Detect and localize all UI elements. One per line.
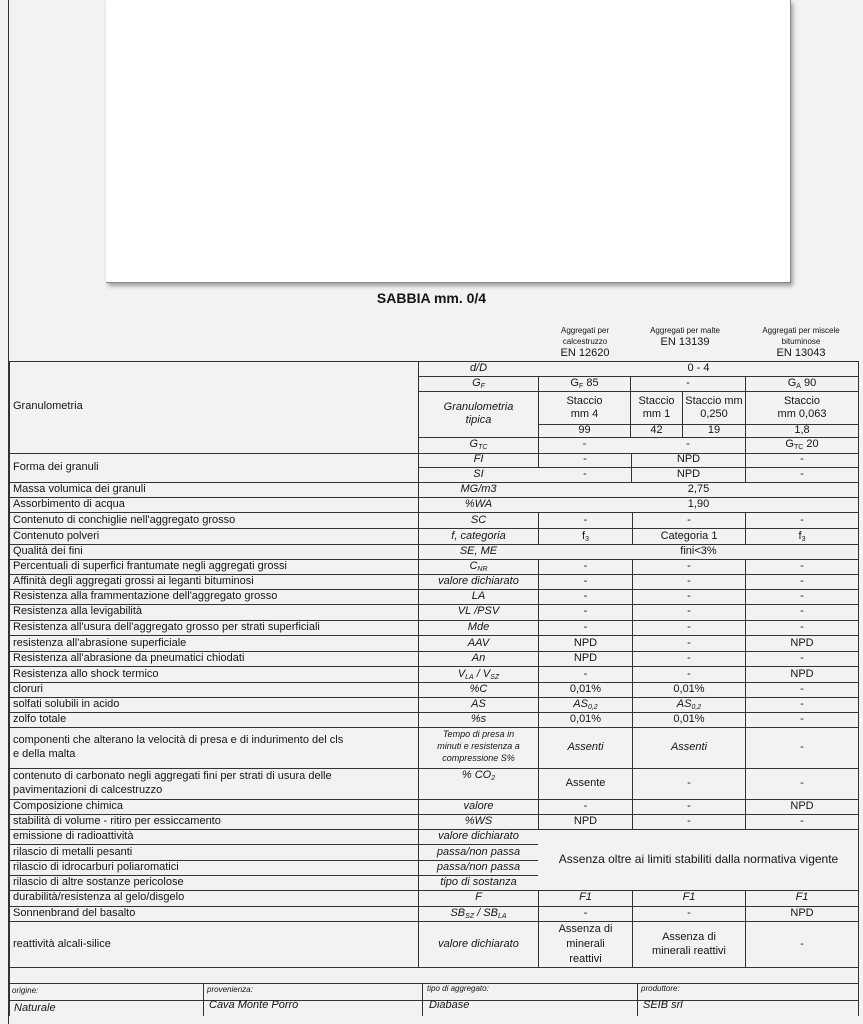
symbol-cell: %C xyxy=(469,683,488,695)
value-cell: - xyxy=(800,453,804,465)
footer-tipo-label: tipo di aggregato: xyxy=(427,984,489,993)
standard-code: EN 13043 xyxy=(776,347,826,359)
property-label: reattività alcali-silice xyxy=(13,938,111,950)
value-cell: - xyxy=(687,514,691,526)
value-cell: NPD xyxy=(790,668,814,680)
value-cell: $G_F$ 85 xyxy=(570,377,599,390)
standard-header-1 xyxy=(545,325,625,359)
property-label: rilascio di idrocarburi poliaromatici xyxy=(13,861,179,873)
property-label: Massa volumica dei granuli xyxy=(13,483,146,495)
value-cell: $f_3$ xyxy=(798,530,806,543)
value-cell: F1 xyxy=(795,891,809,903)
property-label: pavimentazioni di calcestruzzo xyxy=(13,784,163,796)
footer-produttore-label: produttore: xyxy=(641,984,680,993)
property-label: Percentuali di superfici frantumate negli aggregati grossi xyxy=(13,560,287,572)
property-label: rilascio di metalli pesanti xyxy=(13,846,133,858)
value-cell: NPD xyxy=(573,652,598,664)
sieve-label: mm 4 xyxy=(570,408,599,420)
symbol-cell: $C_{NR}$ xyxy=(469,560,488,573)
value-cell-merged: Assenza oltre ai limiti stabiliti dalla normativa vigente xyxy=(558,852,839,866)
symbol-cell: f, categoria xyxy=(451,530,506,542)
value-cell: Assenti xyxy=(670,741,708,753)
value-cell: - xyxy=(583,453,587,465)
symbol-cell: passa/non passa xyxy=(436,846,521,858)
sieve-label: Staccio mm xyxy=(685,395,743,407)
property-label: Assorbimento di acqua xyxy=(13,498,125,510)
footer-produttore-value: SEIB srl xyxy=(643,999,683,1011)
property-label: Resistenza alla frammentazione dell'aggregato grosso xyxy=(13,590,278,602)
property-label: Resistenza all'abrasione da pneumatici chiodati xyxy=(13,652,245,664)
value-cell: Assenza di xyxy=(662,931,716,943)
property-label: Qualità dei fini xyxy=(13,545,83,557)
symbol-cell: An xyxy=(471,652,486,664)
value-cell: - xyxy=(687,815,691,827)
covering-paper xyxy=(106,0,791,283)
value-cell: - xyxy=(800,575,804,587)
value-cell: - xyxy=(582,438,587,450)
symbol-cell: SC xyxy=(470,514,487,526)
property-label: Affinità degli aggregati grossi ai leganti bituminosi xyxy=(13,575,254,587)
value-cell: - xyxy=(800,815,804,827)
symbol-cell: tipica xyxy=(465,414,492,426)
symbol-cell: Tempo di presa in xyxy=(442,729,515,739)
value-cell: - xyxy=(687,637,691,649)
value-cell: F1 xyxy=(682,891,696,903)
symbol-cell: $G_F$ xyxy=(472,377,485,390)
property-label: Resistenza all'usura dell'aggregato grosso per strati superficiali xyxy=(13,621,320,633)
value-cell: - xyxy=(583,907,588,919)
value-cell: 0,01% xyxy=(673,713,705,725)
sieve-label: Staccio xyxy=(783,395,821,407)
value-cell: 0,01% xyxy=(569,713,602,725)
value-cell: - xyxy=(800,698,804,710)
table-rule xyxy=(9,666,859,667)
property-label: solfati solubili in acido xyxy=(13,698,120,710)
symbol-cell: $SB_{SZ} / SB_{LA}$ xyxy=(450,907,507,920)
value-cell-merged: fini<3% xyxy=(680,545,717,557)
value-cell: NPD xyxy=(790,800,814,812)
table-rule xyxy=(9,967,859,968)
table-rule xyxy=(9,528,859,529)
standard-desc: Aggregati per calcestruzzo xyxy=(560,326,610,346)
symbol-cell: $G_{TC}$ xyxy=(469,438,488,451)
value-cell: - xyxy=(686,377,690,389)
value-cell: - xyxy=(800,683,804,695)
symbol-cell: Granulometria xyxy=(443,401,514,413)
sieve-value: 42 xyxy=(650,424,663,436)
value-cell: - xyxy=(800,590,804,602)
value-cell: F1 xyxy=(579,891,592,903)
value-cell: - xyxy=(583,590,588,602)
value-cell: $G_{TC}$ 20 xyxy=(785,438,819,451)
granulometria-label: Granulometria xyxy=(13,400,83,412)
value-cell: $f_3$ xyxy=(582,530,589,543)
value-cell: - xyxy=(687,652,691,664)
value-cell: - xyxy=(800,652,804,664)
value-cell: - xyxy=(583,560,588,572)
standard-code: EN 13139 xyxy=(660,336,710,348)
symbol-cell: $V_{LA} / V_{SZ}$ xyxy=(457,668,500,681)
property-label: zolfo totale xyxy=(13,713,67,725)
value-cell: $AS_{0,2}$ xyxy=(676,698,702,711)
value-cell: - xyxy=(800,938,804,950)
sieve-label: 0,250 xyxy=(700,408,728,420)
forma-label: Forma dei granuli xyxy=(13,461,99,473)
value-cell: - xyxy=(583,514,588,526)
sieve-value: 19 xyxy=(707,424,721,436)
sieve-label: mm 0,063 xyxy=(777,408,827,420)
footer-provenienza-label: provenienza: xyxy=(207,985,253,994)
symbol-cell: compressione S% xyxy=(442,753,515,763)
property-label: rilascio di altre sostanze pericolose xyxy=(13,876,184,888)
footer-origine-label: origine: xyxy=(12,986,39,995)
value-cell: - xyxy=(687,590,691,602)
value-cell: - xyxy=(687,560,691,572)
value-cell: Assente xyxy=(565,777,606,789)
symbol-cell: SE, ME xyxy=(459,545,498,557)
sieve-value: 1,8 xyxy=(794,424,810,436)
value-cell: - xyxy=(583,605,588,617)
value-cell: Assenza di xyxy=(558,923,613,935)
standard-desc: Aggregati per miscele bituminose xyxy=(762,326,840,346)
symbol-cell: %WS xyxy=(464,815,493,827)
value-cell: - xyxy=(800,713,804,725)
value-cell: - xyxy=(583,575,588,587)
standard-header-3 xyxy=(745,325,857,359)
value-cell: - xyxy=(687,777,691,789)
value-cell: - xyxy=(687,907,691,919)
value-cell: NPD xyxy=(790,907,814,919)
value-cell-merged: 0 - 4 xyxy=(687,362,710,374)
sieve-label: mm 1 xyxy=(642,408,671,420)
value-cell: - xyxy=(800,514,804,526)
table-rule xyxy=(9,844,538,845)
value-cell: - xyxy=(800,605,804,617)
sieve-label: Staccio xyxy=(566,395,603,407)
value-cell: minerali reattivi xyxy=(652,945,726,957)
value-cell: - xyxy=(583,468,587,480)
property-label: Resistenza alla levigabilità xyxy=(13,605,143,617)
value-cell: $G_A$ 90 xyxy=(787,377,817,390)
value-cell: 0,01% xyxy=(673,683,705,695)
property-label: Resistenza allo shock termico xyxy=(13,668,159,680)
value-cell: NPD xyxy=(573,637,598,649)
property-label: resistenza all'abrasione superficiale xyxy=(13,637,187,649)
value-cell: - xyxy=(800,621,804,633)
symbol-cell: passa/non passa xyxy=(436,861,521,873)
value-cell: Categoria 1 xyxy=(660,530,718,542)
footer-origine-value: Naturale xyxy=(14,1002,56,1014)
value-cell: Assenti xyxy=(567,741,604,753)
value-cell: - xyxy=(687,668,691,680)
symbol-cell: FI xyxy=(473,453,484,465)
symbol-cell: AAV xyxy=(467,637,490,649)
footer-provenienza-value: Cava Monte Porro xyxy=(209,999,299,1011)
property-label: Sonnenbrand del basalto xyxy=(13,907,136,919)
value-cell: - xyxy=(583,621,588,633)
value-cell: - xyxy=(583,668,588,680)
symbol-cell: LA xyxy=(471,590,486,602)
symbol-cell: SI xyxy=(473,468,484,480)
property-label: stabilità di volume - ritiro per essiccamento xyxy=(13,815,221,827)
table-rule xyxy=(9,361,10,1016)
value-cell: $AS_{0,2}$ xyxy=(573,698,598,711)
value-cell: - xyxy=(583,800,588,812)
property-label: Composizione chimica xyxy=(13,800,124,812)
value-cell: NPD xyxy=(676,468,701,480)
value-cell: NPD xyxy=(573,815,598,827)
value-cell: - xyxy=(800,777,804,789)
symbol-cell: valore dichiarato xyxy=(438,830,519,842)
symbol-cell: %WA xyxy=(464,498,493,510)
standard-code: EN 12620 xyxy=(560,347,610,359)
property-label: contenuto di carbonato negli aggregati fini per strati di usura delle xyxy=(13,770,332,782)
property-label: componenti che alterano la velocità di presa e di indurimento del cls xyxy=(13,734,344,746)
symbol-cell: MG/m3 xyxy=(460,483,497,495)
value-cell: - xyxy=(800,741,804,753)
symbol-cell: valore dichiarato xyxy=(438,938,519,950)
symbol-cell: VL /PSV xyxy=(457,605,500,617)
value-cell: - xyxy=(687,605,691,617)
symbol-cell: minuti e resistenza a xyxy=(437,741,520,751)
standard-header-2 xyxy=(648,325,722,348)
footer-tipo-value: Diabase xyxy=(429,999,470,1011)
value-cell-merged: 2,75 xyxy=(687,483,710,495)
value-cell: NPD xyxy=(790,637,814,649)
symbol-cell: valore xyxy=(463,800,494,812)
table-rule xyxy=(422,983,423,1016)
sieve-value: 99 xyxy=(578,424,591,436)
value-cell: 0,01% xyxy=(569,683,602,695)
value-cell: - xyxy=(687,621,691,633)
value-cell: reattivi xyxy=(569,953,602,965)
value-cell: minerali xyxy=(566,938,605,950)
property-label: Contenuto di conchiglie nell'aggregato grosso xyxy=(13,514,236,526)
value-cell: - xyxy=(686,438,690,450)
value-cell-merged: 1,90 xyxy=(687,498,710,510)
table-rule xyxy=(9,512,859,513)
property-label: e della malta xyxy=(13,748,76,760)
sieve-label: Staccio xyxy=(638,395,675,407)
value-cell: - xyxy=(687,800,691,812)
symbol-cell: valore dichiarato xyxy=(438,575,519,587)
symbol-cell: F xyxy=(475,891,482,903)
symbol-cell: % $CO_2$ xyxy=(461,769,496,782)
table-rule xyxy=(203,983,204,1016)
symbol-cell: tipo di sostanza xyxy=(440,876,517,888)
symbol-cell: Mde xyxy=(467,621,490,633)
symbol-cell: AS xyxy=(471,698,486,710)
value-cell: NPD xyxy=(676,453,701,465)
value-cell: - xyxy=(687,575,691,587)
standard-desc: Aggregati per malte xyxy=(650,326,720,335)
symbol-cell: d/D xyxy=(469,362,488,374)
table-rule xyxy=(858,361,859,1016)
property-label: Contenuto polveri xyxy=(13,530,100,542)
property-label: durabilità/resistenza al gelo/disgelo xyxy=(13,891,185,903)
document-title: SABBIA mm. 0/4 xyxy=(376,290,487,306)
property-label: cloruri xyxy=(13,683,43,695)
value-cell: - xyxy=(800,560,804,572)
symbol-cell: %s xyxy=(470,713,487,725)
table-rule xyxy=(637,983,638,1016)
value-cell: - xyxy=(800,468,804,480)
table-rule xyxy=(9,635,859,636)
property-label: emissione di radioattività xyxy=(13,830,134,842)
